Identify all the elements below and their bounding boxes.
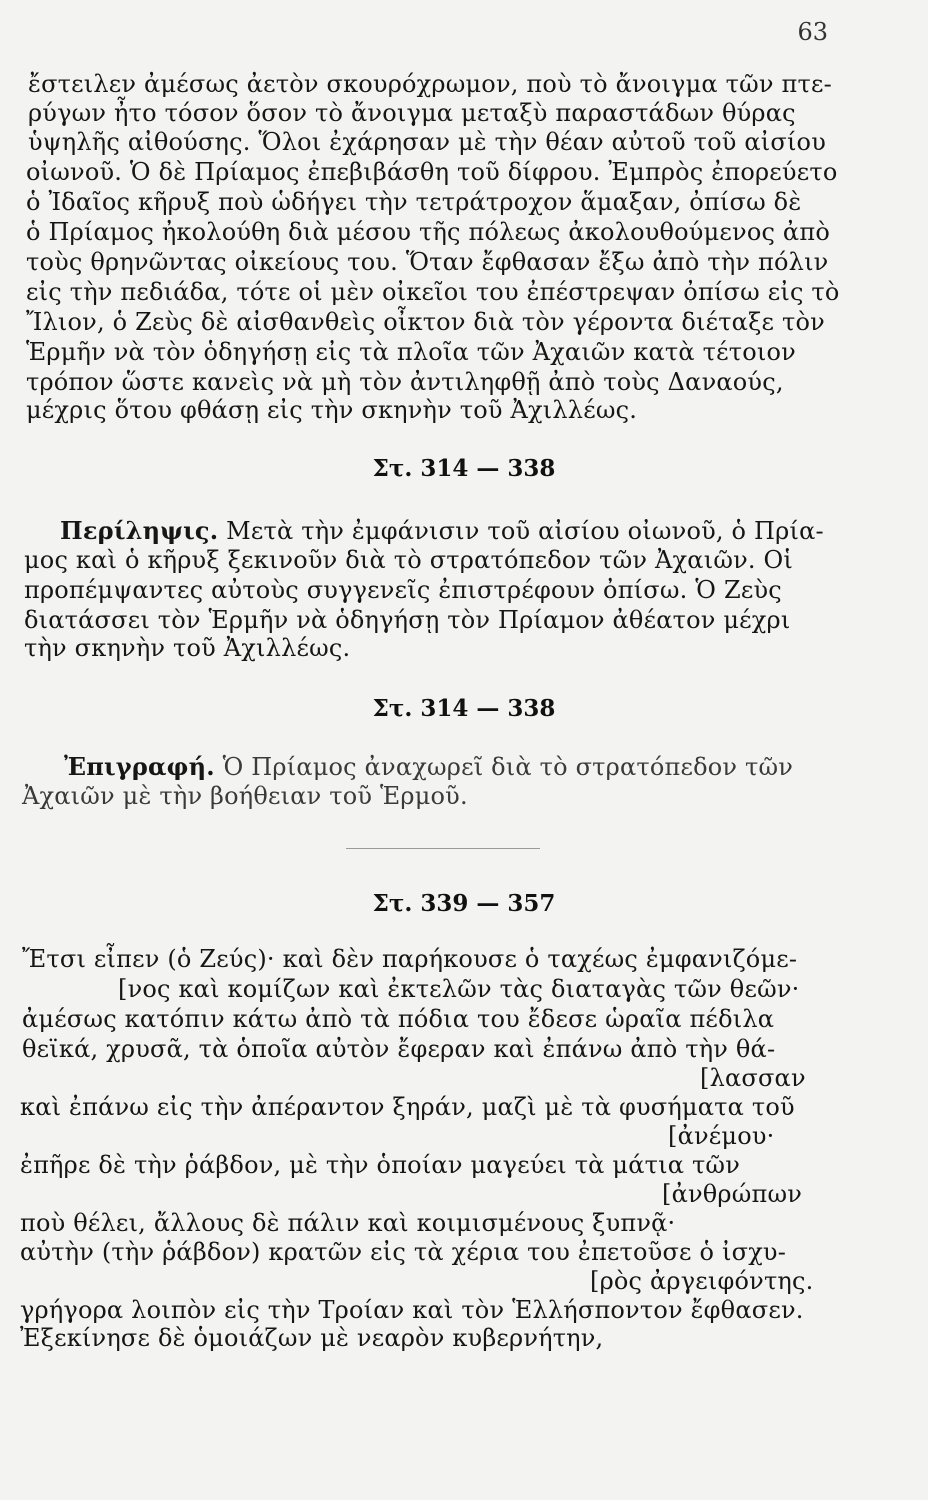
text-line: [λασσαν bbox=[700, 1064, 806, 1092]
text-line: διατάσσει τὸν Ἑρμῆν νὰ ὁδηγήσῃ τὸν Πρίαμον ἀθέατον μέχρι bbox=[24, 606, 791, 634]
text-line bbox=[60, 516, 824, 545]
page-number: 63 bbox=[797, 18, 828, 46]
text-span: Μετὰ τὴν ἐμφάνισιν τοῦ αἰσίου οἰωνοῦ, ὁ Πρία- bbox=[218, 517, 824, 545]
text-line: [ρὸς ἀργειφόντης. bbox=[590, 1267, 814, 1295]
text-line: τρόπον ὥστε κανεὶς νὰ μὴ τὸν ἀντιληφθῇ ἀπὸ τοὺς Δαναούς, bbox=[26, 368, 784, 396]
text-line: ρύγων ἦτο τόσον ὅσον τὸ ἄνοιγμα μεταξὺ παραστάδων θύρας bbox=[28, 99, 796, 127]
text-line: Ἑρμῆν νὰ τὸν ὁδηγήσῃ εἰς τὰ πλοῖα τῶν Ἀχαιῶν κατὰ τέτοιον bbox=[26, 338, 796, 366]
text-span: Ὁ Πρίαμος ἀναχωρεῖ διὰ τὸ στρατόπεδον τῶν bbox=[214, 753, 794, 781]
text-line: εἰς τὴν πεδιάδα, τότε οἱ μὲν οἰκεῖοι του ἐπέστρεψαν ὀπίσω εἰς τὸ bbox=[26, 278, 840, 306]
text-line: [νος καὶ κομίζων καὶ ἐκτελῶν τὰς διαταγὰς τῶν θεῶν· bbox=[118, 975, 800, 1003]
text-line: Ἀχαιῶν μὲ τὴν βοήθειαν τοῦ Ἑρμοῦ. bbox=[22, 782, 468, 810]
text-line: προπέμψαντες αὐτοὺς συγγενεῖς ἐπιστρέφουν ὀπίσω. Ὁ Ζεὺς bbox=[24, 576, 782, 604]
text-line: ὁ Πρίαμος ἠκολούθη διὰ μέσου τῆς πόλεως ἀκολουθούμενος ἀπὸ bbox=[26, 218, 830, 246]
text-line: ἔστειλεν ἀμέσως ἀετὸν σκουρόχρωμον, ποὺ τὸ ἄνοιγμα τῶν πτε- bbox=[28, 70, 832, 98]
section-divider bbox=[346, 848, 540, 849]
text-line: ἀμέσως κατόπιν κάτω ἀπὸ τὰ πόδια του ἔδεσε ὡραῖα πέδιλα bbox=[22, 1005, 775, 1033]
text-line: οἰωνοῦ. Ὁ δὲ Πρίαμος ἐπεβιβάσθη τοῦ δίφρου. Ἐμπρὸς ἐπορεύετο bbox=[26, 158, 838, 186]
text-line: γρήγορα λοιπὸν εἰς τὴν Τροίαν καὶ τὸν Ἑλλήσποντον ἔφθασεν. bbox=[20, 1296, 804, 1324]
text-line: Ἐξεκίνησε δὲ ὁμοιάζων μὲ νεαρὸν κυβερνήτην, bbox=[20, 1324, 604, 1352]
text-line: τὴν σκηνὴν τοῦ Ἀχιλλέως. bbox=[24, 634, 351, 662]
text-line bbox=[64, 752, 793, 781]
text-line: τοὺς θρηνῶντας οἰκείους του. Ὅταν ἔφθασαν ἔξω ἀπὸ τὴν πόλιν bbox=[26, 248, 829, 276]
text-line: καὶ ἐπάνω εἰς τὴν ἀπέραντον ξηράν, μαζὶ μὲ τὰ φυσήματα τοῦ bbox=[20, 1093, 795, 1121]
text-line: ποὺ θέλει, ἄλλους δὲ πάλιν καὶ κοιμισμένους ξυπνᾷ· bbox=[20, 1209, 676, 1237]
text-line: μέχρις ὅτου φθάσῃ εἰς τὴν σκηνὴν τοῦ Ἀχιλλέως. bbox=[26, 396, 638, 424]
section-heading: Στ. 314 — 338 bbox=[372, 695, 556, 722]
text-line: ἐπῆρε δὲ τὴν ῥάβδον, μὲ τὴν ὁποίαν μαγεύει τὰ μάτια τῶν bbox=[20, 1151, 740, 1179]
section-label: Περίληψις. bbox=[60, 516, 219, 545]
section-heading: Στ. 314 — 338 bbox=[372, 455, 556, 482]
text-line: θεϊκά, χρυσᾶ, τὰ ὁποῖα αὐτὸν ἔφεραν καὶ ἐπάνω ἀπὸ τὴν θά- bbox=[22, 1035, 776, 1063]
section-label: Ἐπιγραφή. bbox=[64, 752, 215, 781]
text-line: Ἴλιον, ὁ Ζεὺς δὲ αἰσθανθεὶς οἶκτον διὰ τὸν γέροντα διέταξε τὸν bbox=[26, 308, 825, 336]
text-line: μος καὶ ὁ κῆρυξ ξεκινοῦν διὰ τὸ στρατόπεδον τῶν Ἀχαιῶν. Οἱ bbox=[24, 546, 794, 574]
text-line: αὐτὴν (τὴν ῥάβδον) κρατῶν εἰς τὰ χέρια του ἐπετοῦσε ὁ ἰσχυ- bbox=[20, 1238, 787, 1266]
text-line: ὑψηλῆς αἰθούσης. Ὅλοι ἐχάρησαν μὲ τὴν θέαν αὐτοῦ τοῦ αἰσίου bbox=[28, 128, 826, 156]
text-line: Ἔτσι εἶπεν (ὁ Ζεύς)· καὶ δὲν παρήκουσε ὁ ταχέως ἐμφανιζόμε- bbox=[22, 945, 798, 973]
text-line: ὁ Ἰδαῖος κῆρυξ ποὺ ὡδήγει τὴν τετράτροχον ἅμαξαν, ὀπίσω δὲ bbox=[26, 188, 802, 216]
text-line: [ἀνθρώπων bbox=[662, 1180, 803, 1208]
text-line: [ἀνέμου· bbox=[668, 1122, 775, 1150]
section-heading: Στ. 339 — 357 bbox=[372, 890, 556, 917]
